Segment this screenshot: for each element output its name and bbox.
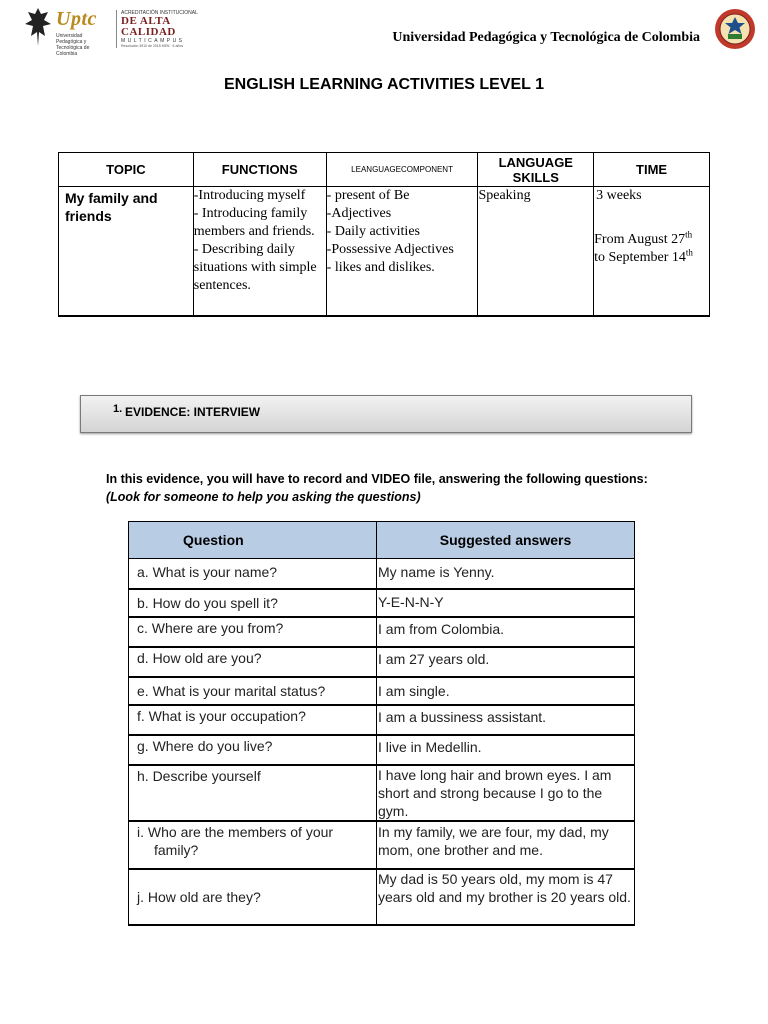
logo-wordmark: Uptc (56, 8, 97, 30)
topic-cell (59, 187, 194, 317)
evidence-number: 1. (113, 403, 123, 415)
question-line-1: i. Who are the members of your (137, 823, 334, 840)
evidence-banner (80, 395, 692, 433)
interview-questions-table (128, 521, 635, 926)
instructions-text: In this evidence, you will have to record and VIDEO file, answering the following questions: (106, 472, 648, 486)
evidence-label: EVIDENCE: INTERVIEW (125, 405, 261, 419)
university-seal-icon (714, 8, 756, 50)
component-line: - present of Be (326, 188, 410, 203)
table-row (129, 705, 635, 735)
table-row (129, 677, 635, 705)
page-title: ENGLISH LEARNING ACTIVITIES LEVEL 1 (223, 76, 545, 93)
topic-table-header (59, 153, 710, 187)
component-cell (326, 187, 478, 317)
topic-line-1: My family and (65, 190, 158, 206)
question-cell: d. How old are you? (129, 647, 377, 677)
question-cell: e. What is your marital status? (129, 677, 377, 705)
table-row (129, 559, 635, 589)
table-row (129, 821, 635, 869)
header-time: TIME (594, 153, 710, 187)
instructions (106, 470, 666, 506)
time-end (594, 249, 709, 267)
table-row (129, 647, 635, 677)
functions-cell (193, 187, 326, 317)
table-row (129, 869, 635, 925)
table-row (129, 765, 635, 821)
answer-cell: I have long hair and brown eyes. I am short and strong because I go to the gym. (377, 765, 635, 821)
functions-line: members and friends. (193, 224, 315, 239)
topic-table-row (59, 187, 710, 317)
answer-cell: I am single. (377, 677, 635, 705)
question-cell: c. Where are you from? (129, 617, 377, 647)
time-cell (594, 187, 710, 317)
question-cell: g. Where do you live? (129, 735, 377, 765)
header-skills-line-1: LANGUAGE (498, 154, 573, 170)
question-cell: a. What is your name? (129, 559, 377, 589)
header-functions: FUNCTIONS (193, 153, 326, 187)
header-language-component: LEANGUAGECOMPONENT (326, 153, 478, 187)
skills-value: Speaking (478, 188, 531, 203)
university-name: Universidad Pedagógica y Tecnológica de Colombia (392, 30, 700, 45)
header-question: Question (129, 522, 377, 559)
answer-cell: My dad is 50 years old, my mom is 47 years old and my brother is 20 years old. (377, 869, 635, 925)
skills-cell (478, 187, 594, 317)
answer-cell: Y-E-N-N-Y (377, 589, 635, 617)
functions-line: - Describing daily (193, 242, 295, 257)
header-topic: TOPIC (59, 153, 194, 187)
answer-cell: In my family, we are four, my dad, my mom, one brother and me. (377, 821, 635, 869)
functions-line: -Introducing myself (193, 188, 306, 203)
answer-cell: I am a bussiness assistant. (377, 705, 635, 735)
question-cell: f. What is your occupation? (129, 705, 377, 735)
header-skills-line-2: SKILLS (512, 169, 559, 185)
condor-emblem-icon (24, 6, 52, 48)
accreditation-resolution: Resolución 3910 de 2015 MEN · 6 años (121, 44, 184, 48)
instructions-note: (Look for someone to help you asking the questions) (106, 490, 421, 504)
component-line: - Daily activities (326, 224, 420, 239)
answer-cell: I am from Colombia. (377, 617, 635, 647)
component-line: -Possessive Adjectives (326, 242, 454, 257)
time-duration: 3 weeks (596, 188, 642, 203)
accreditation-top: ACREDITACIÓN INSTITUCIONAL (121, 10, 198, 16)
accreditation-badge (116, 10, 219, 48)
answer-cell: I am 27 years old. (377, 647, 635, 677)
component-line: - likes and dislikes. (326, 260, 435, 275)
question-cell: b. How do you spell it? (129, 589, 377, 617)
question-line-2: family? (154, 841, 199, 858)
topic-table (58, 152, 710, 317)
table-row (129, 617, 635, 647)
table-row (129, 589, 635, 617)
header-language-skills (478, 153, 594, 187)
time-start-sup: th (685, 229, 693, 240)
component-line: -Adjectives (326, 206, 392, 221)
time-start (594, 231, 709, 249)
functions-line: sentences. (193, 278, 251, 293)
answer-cell: I live in Medellin. (377, 735, 635, 765)
time-end-sup: th (685, 247, 693, 258)
qa-header (129, 522, 635, 559)
time-end-text: to September 14 (594, 250, 686, 265)
functions-line: situations with simple (193, 260, 317, 275)
time-start-text: From August 27 (594, 232, 686, 247)
header-suggested-answers: Suggested answers (377, 522, 635, 559)
accreditation-main: DE ALTA CALIDAD (121, 15, 176, 38)
answer-cell: My name is Yenny. (377, 559, 635, 589)
question-cell (129, 821, 377, 869)
functions-line: - Introducing family (193, 206, 308, 221)
table-row (129, 735, 635, 765)
question-cell: j. How old are they? (129, 869, 377, 925)
uptc-logo (24, 6, 214, 57)
accreditation-multicampus: MULTICAMPUS (121, 38, 185, 44)
topic-line-2: friends (65, 208, 112, 224)
question-cell: h. Describe yourself (129, 765, 377, 821)
logo-subtext: Universidad Pedagógica y Tecnológica de Colombia (56, 33, 90, 57)
